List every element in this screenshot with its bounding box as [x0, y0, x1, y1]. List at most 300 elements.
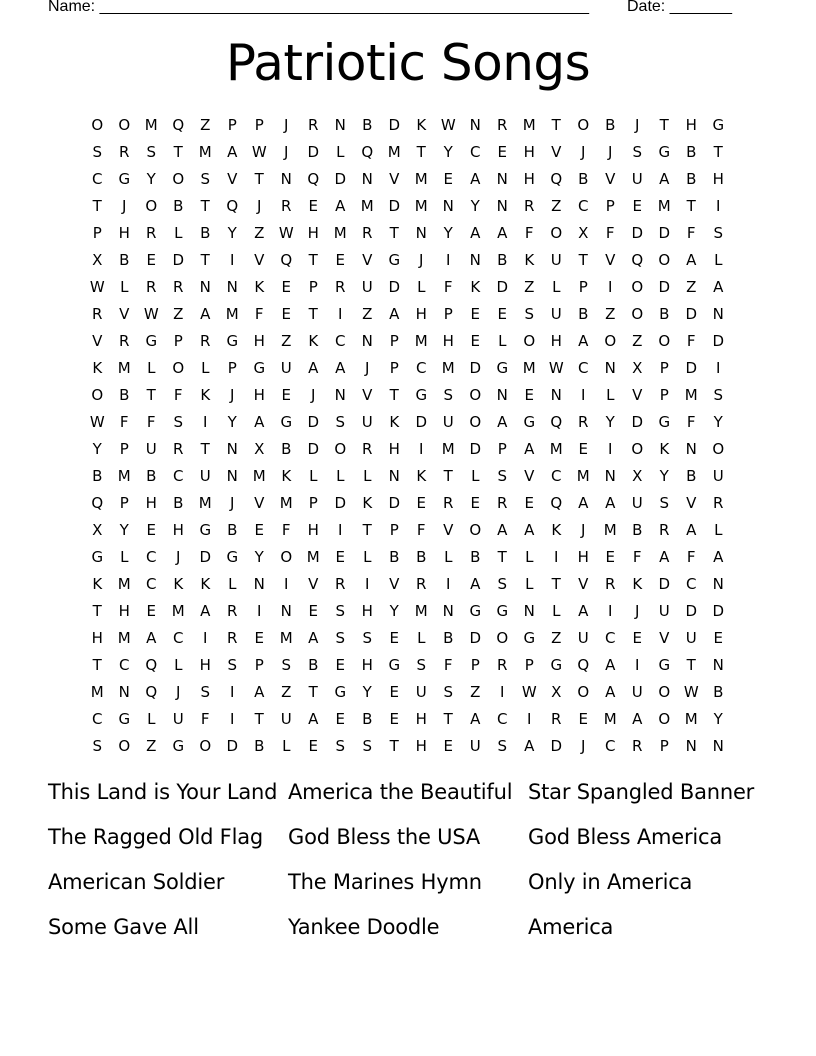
grid-letter: A [713, 548, 724, 566]
grid-letter: M [522, 116, 537, 134]
grid-letter: S [92, 143, 103, 161]
grid-letter: E [389, 710, 400, 728]
grid-letter: E [389, 683, 400, 701]
grid-letter: G [658, 413, 671, 431]
grid-letter: N [118, 683, 131, 701]
grid-letter: O [550, 224, 563, 242]
grid-letter: K [632, 575, 643, 593]
grid-letter: F [686, 548, 697, 566]
grid-letter: Q [550, 170, 563, 188]
grid-letter: D [685, 359, 698, 377]
grid-letter: M [198, 494, 213, 512]
grid-letter: N [469, 116, 482, 134]
grid-letter: W [548, 359, 565, 377]
grid-letter: I [230, 251, 235, 269]
grid-letter: Z [551, 197, 562, 215]
grid-letter: P [470, 656, 481, 674]
grid-letter: J [635, 116, 640, 134]
grid-letter: D [631, 413, 644, 431]
grid-letter: I [230, 683, 235, 701]
grid-letter: S [173, 413, 184, 431]
word-list-item: Only in America [528, 870, 693, 894]
grid-letter: H [550, 332, 563, 350]
grid-letter: I [284, 575, 289, 593]
grid-letter: V [551, 143, 562, 161]
grid-letter: F [686, 413, 697, 431]
grid-letter: A [659, 170, 670, 188]
grid-letter: T [362, 521, 373, 539]
grid-letter: K [281, 467, 292, 485]
grid-letter: N [226, 440, 239, 458]
name-field-label: Name: _______________________________________________________ [48, 0, 589, 15]
grid-letter: G [253, 359, 266, 377]
grid-letter: D [415, 413, 428, 431]
grid-letter: E [713, 629, 724, 647]
grid-letter: A [605, 683, 616, 701]
grid-letter: S [632, 143, 643, 161]
grid-letter: V [308, 575, 319, 593]
grid-letter: A [308, 359, 319, 377]
grid-letter: T [389, 386, 400, 404]
grid-letter: D [658, 575, 671, 593]
grid-letter: L [120, 278, 129, 296]
grid-letter: B [470, 548, 481, 566]
grid-letter: O [334, 440, 347, 458]
grid-letter: M [144, 116, 159, 134]
grid-letter: F [632, 548, 643, 566]
grid-letter: D [631, 224, 644, 242]
grid-letter: H [253, 386, 266, 404]
grid-letter: O [631, 305, 644, 323]
grid-letter: Y [362, 683, 373, 701]
grid-letter: B [119, 386, 130, 404]
grid-letter: A [470, 710, 481, 728]
grid-letter: T [92, 197, 103, 215]
grid-letter: U [631, 683, 644, 701]
grid-letter: W [521, 683, 538, 701]
grid-letter: G [496, 359, 509, 377]
grid-letter: M [117, 629, 132, 647]
grid-letter: R [173, 278, 184, 296]
grid-letter: M [414, 602, 429, 620]
grid-letter: H [415, 305, 428, 323]
grid-letter: Q [145, 656, 158, 674]
grid-letter: N [199, 278, 212, 296]
grid-letter: F [200, 710, 211, 728]
grid-letter: S [659, 494, 670, 512]
grid-letter: M [414, 197, 429, 215]
grid-letter: A [254, 683, 265, 701]
grid-letter: L [309, 467, 318, 485]
grid-letter: Q [577, 656, 590, 674]
grid-letter: H [442, 332, 455, 350]
grid-letter: T [686, 656, 697, 674]
grid-letter: G [388, 251, 401, 269]
grid-letter: Y [389, 602, 400, 620]
grid-letter: O [280, 548, 293, 566]
grid-letter: A [659, 548, 670, 566]
grid-letter: G [172, 737, 185, 755]
grid-letter: B [578, 305, 589, 323]
grid-letter: P [308, 494, 319, 512]
grid-letter: F [281, 521, 292, 539]
grid-letter: V [578, 575, 589, 593]
grid-letter: M [225, 305, 240, 323]
grid-letter: D [469, 629, 482, 647]
grid-letter: I [608, 440, 613, 458]
grid-letter: Z [173, 305, 184, 323]
grid-letter: P [254, 116, 265, 134]
grid-letter: N [226, 467, 239, 485]
grid-letter: V [362, 386, 373, 404]
grid-letter: Q [550, 413, 563, 431]
grid-letter: U [712, 467, 725, 485]
grid-letter: U [685, 629, 698, 647]
grid-letter: A [497, 224, 508, 242]
grid-letter: D [658, 278, 671, 296]
word-list-item: Yankee Doodle [288, 915, 440, 939]
grid-letter: Z [605, 305, 616, 323]
grid-letter: T [443, 710, 454, 728]
grid-letter: M [576, 467, 591, 485]
grid-letter: S [443, 386, 454, 404]
grid-letter: C [497, 710, 508, 728]
grid-letter: B [227, 521, 238, 539]
grid-letter: O [118, 737, 131, 755]
grid-letter: U [469, 737, 482, 755]
grid-letter: D [496, 278, 509, 296]
grid-letter: A [308, 629, 319, 647]
grid-letter: D [658, 224, 671, 242]
grid-letter: N [496, 386, 509, 404]
grid-letter: H [685, 116, 698, 134]
grid-letter: C [146, 575, 157, 593]
word-search-grid [84, 112, 740, 760]
grid-letter: S [200, 683, 211, 701]
grid-letter: S [335, 413, 346, 431]
grid-letter: X [578, 224, 589, 242]
grid-letter: N [496, 170, 509, 188]
word-list-item: Star Spangled Banner [528, 780, 755, 804]
grid-letter: H [253, 332, 266, 350]
grid-letter: R [227, 629, 238, 647]
grid-letter: D [685, 305, 698, 323]
grid-letter: J [284, 116, 289, 134]
grid-letter: C [605, 629, 616, 647]
grid-letter: Z [686, 278, 697, 296]
grid-letter: N [226, 278, 239, 296]
grid-letter: L [147, 710, 156, 728]
grid-letter: G [712, 116, 725, 134]
grid-letter: O [145, 197, 158, 215]
grid-letter: Y [443, 143, 454, 161]
grid-letter: Q [631, 251, 644, 269]
grid-letter: R [362, 224, 373, 242]
grid-letter: A [524, 737, 535, 755]
grid-letter: M [441, 359, 456, 377]
grid-letter: U [199, 467, 212, 485]
grid-letter: Q [307, 170, 320, 188]
grid-letter: J [581, 521, 586, 539]
grid-letter: B [173, 197, 184, 215]
grid-letter: H [415, 737, 428, 755]
grid-letter: C [119, 656, 130, 674]
grid-letter: D [469, 440, 482, 458]
grid-letter: H [145, 494, 158, 512]
grid-letter: U [280, 359, 293, 377]
grid-letter: B [92, 467, 103, 485]
grid-letter: F [443, 278, 454, 296]
grid-letter: M [360, 197, 375, 215]
grid-letter: T [146, 386, 157, 404]
grid-letter: J [284, 143, 289, 161]
grid-letter: H [361, 602, 374, 620]
grid-letter: N [442, 197, 455, 215]
grid-letter: L [444, 548, 453, 566]
grid-letter: C [173, 467, 184, 485]
grid-letter: F [173, 386, 184, 404]
grid-letter: H [577, 548, 590, 566]
grid-letter: G [199, 521, 212, 539]
grid-letter: T [200, 251, 211, 269]
grid-letter: U [658, 602, 671, 620]
word-list-item: God Bless the USA [288, 825, 481, 849]
grid-letter: H [361, 656, 374, 674]
grid-letter: B [362, 116, 373, 134]
grid-letter: T [497, 548, 508, 566]
grid-letter: M [279, 494, 294, 512]
grid-letter: B [173, 494, 184, 512]
grid-letter: M [333, 224, 348, 242]
grid-letter: A [335, 197, 346, 215]
grid-letter: R [659, 521, 670, 539]
grid-letter: B [578, 170, 589, 188]
grid-letter: C [146, 548, 157, 566]
grid-letter: P [659, 359, 670, 377]
grid-letter: S [335, 629, 346, 647]
grid-letter: H [91, 629, 104, 647]
grid-letter: J [122, 197, 127, 215]
grid-letter: A [713, 278, 724, 296]
grid-letter: M [117, 575, 132, 593]
grid-letter: N [523, 602, 536, 620]
grid-letter: M [522, 359, 537, 377]
grid-letter: P [389, 359, 400, 377]
grid-letter: H [523, 143, 536, 161]
grid-letter: U [361, 413, 374, 431]
grid-letter: E [335, 548, 346, 566]
grid-letter: T [308, 305, 319, 323]
grid-letter: I [446, 251, 451, 269]
grid-letter: R [146, 224, 157, 242]
grid-letter: S [416, 656, 427, 674]
grid-letter: C [686, 575, 697, 593]
grid-letter: R [308, 116, 319, 134]
grid-letter: A [497, 521, 508, 539]
grid-letter: R [497, 656, 508, 674]
grid-letter: R [605, 575, 616, 593]
grid-letter: I [581, 386, 586, 404]
grid-letter: N [712, 305, 725, 323]
grid-letter: Z [200, 116, 211, 134]
grid-letter: H [199, 656, 212, 674]
grid-letter: A [605, 656, 616, 674]
grid-letter: Z [551, 629, 562, 647]
grid-letter: G [280, 413, 293, 431]
grid-letter: I [365, 575, 370, 593]
grid-letter: T [713, 143, 724, 161]
grid-letter: E [146, 521, 157, 539]
grid-letter: Z [281, 683, 292, 701]
grid-letter: L [417, 278, 426, 296]
grid-letter: K [659, 440, 670, 458]
grid-letter: R [335, 575, 346, 593]
grid-letter: P [119, 494, 130, 512]
grid-letter: M [603, 710, 618, 728]
grid-letter: R [200, 332, 211, 350]
grid-letter: G [388, 656, 401, 674]
grid-letter: R [632, 737, 643, 755]
grid-letter: P [92, 224, 103, 242]
grid-letter: Y [119, 521, 130, 539]
grid-letter: U [631, 170, 644, 188]
grid-letter: D [199, 548, 212, 566]
grid-letter: L [714, 251, 723, 269]
grid-letter: T [254, 710, 265, 728]
grid-letter: H [118, 224, 131, 242]
grid-letter: E [254, 521, 265, 539]
grid-letter: X [254, 440, 265, 458]
grid-letter: E [443, 170, 454, 188]
grid-letter: F [524, 224, 535, 242]
grid-letter: V [524, 467, 535, 485]
grid-letter: R [551, 710, 562, 728]
grid-letter: T [254, 170, 265, 188]
grid-letter: V [686, 494, 697, 512]
grid-letter: I [527, 710, 532, 728]
grid-letter: C [551, 467, 562, 485]
grid-letter: O [658, 710, 671, 728]
grid-letter: K [416, 467, 427, 485]
grid-letter: R [173, 440, 184, 458]
grid-letter: P [254, 656, 265, 674]
grid-letter: R [146, 278, 157, 296]
grid-letter: N [712, 656, 725, 674]
grid-letter: C [470, 143, 481, 161]
grid-letter: N [361, 170, 374, 188]
grid-letter: T [389, 737, 400, 755]
grid-letter: V [362, 251, 373, 269]
grid-letter: O [658, 332, 671, 350]
grid-letter: E [335, 251, 346, 269]
grid-letter: A [686, 251, 697, 269]
grid-letter: P [119, 440, 130, 458]
grid-letter: Y [227, 413, 238, 431]
grid-letter: O [469, 386, 482, 404]
grid-letter: K [416, 116, 427, 134]
grid-letter: F [605, 224, 616, 242]
grid-letter: B [686, 467, 697, 485]
grid-letter: I [608, 602, 613, 620]
grid-letter: R [416, 575, 427, 593]
grid-letter: M [549, 440, 564, 458]
grid-letter: E [632, 197, 643, 215]
grid-letter: J [608, 143, 613, 161]
grid-letter: O [469, 413, 482, 431]
grid-letter: V [605, 170, 616, 188]
grid-letter: T [308, 251, 319, 269]
grid-letter: N [280, 602, 293, 620]
grid-letter: D [685, 602, 698, 620]
grid-letter: A [335, 359, 346, 377]
grid-letter: G [658, 656, 671, 674]
grid-letter: P [227, 359, 238, 377]
grid-letter: O [91, 386, 104, 404]
grid-letter: M [441, 440, 456, 458]
word-list-item: God Bless America [528, 825, 723, 849]
grid-letter: X [632, 467, 643, 485]
grid-letter: L [282, 737, 291, 755]
grid-letter: D [712, 602, 725, 620]
grid-letter: S [443, 683, 454, 701]
grid-letter: T [551, 575, 562, 593]
grid-letter: N [685, 440, 698, 458]
grid-letter: L [336, 143, 345, 161]
word-list [48, 776, 768, 956]
grid-letter: R [119, 332, 130, 350]
grid-letter: J [311, 386, 316, 404]
date-field-label: Date: _______ [627, 0, 732, 15]
grid-letter: T [173, 143, 184, 161]
grid-letter: R [524, 197, 535, 215]
grid-letter: V [389, 170, 400, 188]
grid-letter: Y [659, 467, 670, 485]
grid-letter: K [308, 332, 319, 350]
grid-letter: T [686, 197, 697, 215]
grid-letter: B [605, 116, 616, 134]
grid-letter: N [604, 467, 617, 485]
grid-letter: F [254, 305, 265, 323]
grid-letter: A [470, 224, 481, 242]
grid-letter: G [334, 683, 347, 701]
page-title: Patriotic Songs [225, 34, 591, 92]
grid-letter: I [500, 683, 505, 701]
grid-letter: H [172, 521, 185, 539]
grid-letter: C [416, 359, 427, 377]
grid-letter: U [172, 710, 185, 728]
grid-letter: J [581, 737, 586, 755]
grid-letter: L [606, 386, 615, 404]
grid-letter: G [145, 332, 158, 350]
grid-letter: C [173, 629, 184, 647]
grid-letter: Q [226, 197, 239, 215]
grid-letter: T [578, 251, 589, 269]
grid-letter: O [658, 683, 671, 701]
grid-letter: U [415, 683, 428, 701]
grid-letter: G [550, 656, 563, 674]
grid-letter: X [92, 521, 103, 539]
grid-letter: P [173, 332, 184, 350]
grid-letter: E [470, 305, 481, 323]
grid-letter: G [91, 548, 104, 566]
grid-letter: G [118, 710, 131, 728]
grid-letter: R [497, 494, 508, 512]
grid-letter: J [257, 197, 262, 215]
grid-letter: D [388, 197, 401, 215]
grid-letter: J [176, 683, 181, 701]
grid-letter: Y [227, 224, 238, 242]
grid-letter: Q [145, 683, 158, 701]
